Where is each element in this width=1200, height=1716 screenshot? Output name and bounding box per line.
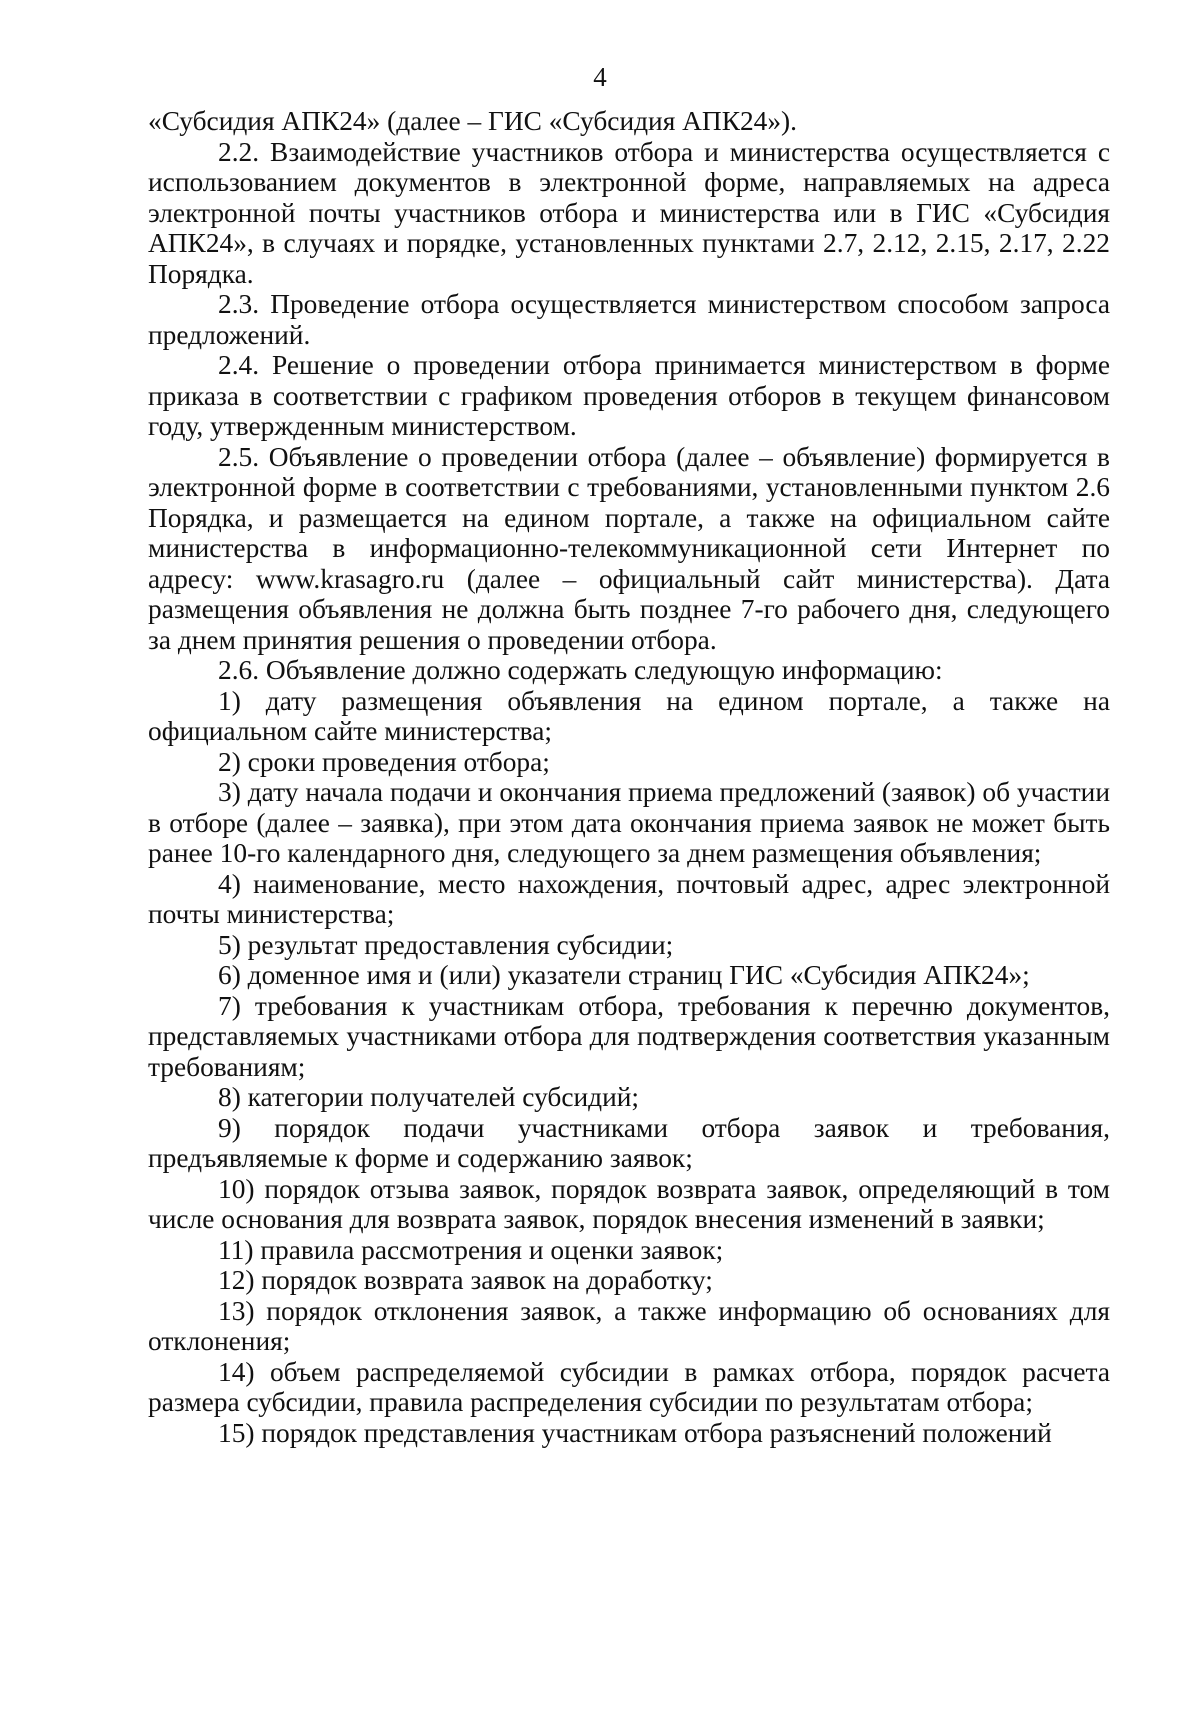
list-item-13: 13) порядок отклонения заявок, а также информацию об основаниях для отклонения; <box>148 1295 1110 1356</box>
list-item-2: 2) сроки проведения отбора; <box>218 746 550 777</box>
list-item-11: 11) правила рассмотрения и оценки заявок; <box>218 1234 724 1265</box>
list-item-9: 9) порядок подачи участниками отбора заявок и требования, предъявляемые к форме и содержанию заявок; <box>148 1112 1110 1173</box>
paragraph-2-2: 2.2. Взаимодействие участников отбора и министерства осуществляется с использованием документов в электронной форме, направляемых на адреса электронной почты участников отбора и министерства или в ГИС «Субсидия АПК24», в случаях и порядке, установленных пунктами 2.7, 2.12, 2.15, 2.17, 2.22 Порядка. <box>148 136 1110 289</box>
list-item-4: 4) наименование, место нахождения, почтовый адрес, адрес электронной почты министерства; <box>148 868 1110 929</box>
list-item-15: 15) порядок представления участникам отбора разъяснений положений <box>218 1417 1052 1448</box>
list-item-14: 14) объем распределяемой субсидии в рамках отбора, порядок расчета размера субсидии, правила распределения субсидии по результатам отбора; <box>148 1356 1110 1417</box>
paragraph-2-4: 2.4. Решение о проведении отбора принимается министерством в форме приказа в соответствии с графиком проведения отборов в текущем финансовом году, утвержденным министерством. <box>148 350 1110 441</box>
list-item-7: 7) требования к участникам отбора, требования к перечню документов, представляемых участниками отбора для подтверждения соответствия указанным требованиям; <box>148 990 1110 1082</box>
list-item-8: 8) категории получателей субсидий; <box>218 1082 640 1112</box>
list-item-3: 3) дату начала подачи и окончания приема предложений (заявок) об участии в отборе (далее – заявка), при этом дата окончания приема заявок не может быть ранее 10-го календарного дня, следующего за днем размещения объявления; <box>148 777 1110 868</box>
list-item-5: 5) результат предоставления субсидии; <box>218 929 674 960</box>
paragraph-2-6: 2.6. Объявление должно содержать следующую информацию: <box>218 655 943 685</box>
paragraph-2-3: 2.3. Проведение отбора осуществляется министерством способом запроса предложений. <box>148 289 1110 350</box>
paragraph-continuation: «Субсидия АПК24» (далее – ГИС «Субсидия АПК24»). <box>148 106 798 136</box>
list-item-6: 6) доменное имя и (или) указатели страниц ГИС «Субсидия АПК24»; <box>218 960 1030 990</box>
document-body <box>148 106 1110 1448</box>
list-item-1: 1) дату размещения объявления на едином портале, а также на официальном сайте министерства; <box>148 685 1110 746</box>
list-item-12: 12) порядок возврата заявок на доработку; <box>218 1265 713 1295</box>
paragraph-2-5: 2.5. Объявление о проведении отбора (далее – объявление) формируется в электронной форме в соответствии с требованиями, установленными пунктом 2.6 Порядка, и размещается на едином портале, а также на официальном сайте министерства в информационно-телекоммуникационной сети Интернет по адресу: www.krasagro.ru (далее – официальный сайт министерства). Дата размещения объявления не должна быть позднее 7-го рабочего дня, следующего за днем принятия решения о проведении отбора. <box>148 441 1110 655</box>
page-number: 4 <box>593 62 607 92</box>
list-item-10: 10) порядок отзыва заявок, порядок возврата заявок, определяющий в том числе основания для возврата заявок, порядок внесения изменений в заявки; <box>148 1173 1110 1234</box>
